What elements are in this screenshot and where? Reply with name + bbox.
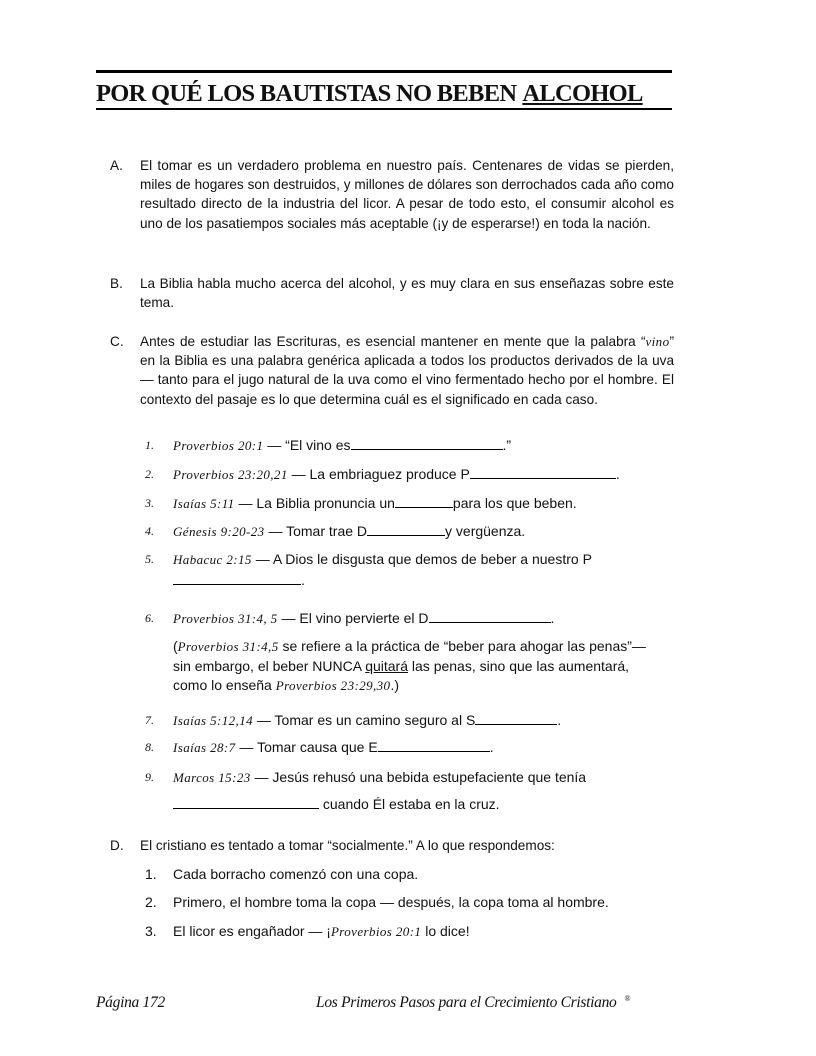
header-rule-bottom xyxy=(96,108,672,110)
section-b-text: La Biblia habla mucho acerca del alcohol, y es muy clara en sus enseñazas sobre este tema. xyxy=(140,276,674,311)
list-item xyxy=(145,864,418,884)
list-item xyxy=(145,435,675,456)
fill-in-blank[interactable] xyxy=(470,464,616,479)
section-d-letter: D. xyxy=(110,838,124,853)
section-d xyxy=(110,836,674,855)
item-text: — Jesús rehusó una bebida estupefaciente que tenía xyxy=(250,769,587,785)
header-rule-top xyxy=(96,70,672,73)
list-item xyxy=(145,493,675,514)
item-text-end: para los que beben. xyxy=(452,495,577,511)
scripture-reference: Génesis 9:20-23 xyxy=(173,524,265,539)
item-text: — Tomar causa que E xyxy=(235,739,378,755)
title-text: POR QUÉ LOS BAUTISTAS NO BEBEN xyxy=(96,80,517,107)
title-underlined-word: ALCOHOL xyxy=(522,80,643,107)
item-number: 2. xyxy=(145,467,154,481)
registered-mark: ® xyxy=(624,994,631,1003)
scripture-reference: Marcos 15:23 xyxy=(173,770,251,785)
item-text xyxy=(173,923,470,939)
scripture-reference: Proverbios 31:4, 5 xyxy=(173,611,278,626)
book-title: Los Primeros Pasos para el Crecimiento Cristiano xyxy=(316,994,617,1011)
scripture-reference: Isaías 28:7 xyxy=(173,740,236,755)
section-c-text-part1: Antes de estudiar las Escrituras, es esencial mantener en mente que la palabra “ xyxy=(140,334,646,349)
item-text-end: . xyxy=(489,739,494,755)
scripture-reference: Proverbios 23:29,30 xyxy=(275,678,391,694)
section-a-text: El tomar es un verdadero problema en nuestro país. Centenares de vidas se pierden, miles de hogares son destruidos, y millones de dólares son derrochados cada año como resultado directo de la industria del licor. A pesar de todo esto, el consumir alcohol es uno de los pasatiempos sociales más aceptable (¡y de esperarse!) en toda la nación. xyxy=(140,158,674,231)
fill-in-blank[interactable] xyxy=(429,608,551,623)
fill-in-blank[interactable] xyxy=(367,521,445,536)
note-text-part1: se refiere a la práctica de “beber para ahogar las penas”— sin embargo, el beber NUNCA xyxy=(173,638,646,674)
item-text: — El vino pervierte el D xyxy=(277,610,429,626)
note-underlined-word: quitará xyxy=(365,657,409,674)
scripture-reference: Isaías 5:11 xyxy=(173,496,235,511)
list-item xyxy=(145,892,609,912)
item-number: 3. xyxy=(145,923,157,939)
fill-in-blank[interactable] xyxy=(173,570,301,585)
page-number: Página 172 xyxy=(96,994,165,1011)
scripture-reference: Proverbios 23:20,21 xyxy=(173,467,288,482)
explanatory-note xyxy=(173,637,663,696)
item-text-end: . xyxy=(615,466,620,482)
item-text-part1: El licor es engañador — ¡ xyxy=(173,923,331,939)
fill-in-blank[interactable] xyxy=(173,794,319,809)
item-text: — A Dios le disgusta que demos de beber a nuestro P xyxy=(251,551,592,567)
section-d-text: El cristiano es tentado a tomar “socialmente.” A lo que respondemos: xyxy=(140,838,555,853)
item-text: — Tomar es un camino seguro al S xyxy=(253,712,476,728)
item-text: — “El vino es xyxy=(263,437,351,453)
item-text: Cada borracho comenzó con una copa. xyxy=(173,866,419,882)
item-text-end: y vergüenza. xyxy=(445,523,526,539)
item-text-end: . xyxy=(557,712,562,728)
item-number: 7. xyxy=(145,713,154,727)
scripture-reference: Proverbios 31:4,5 xyxy=(177,639,279,654)
list-item xyxy=(145,521,675,542)
section-c-text-part2: ” en la Biblia es una palabra genérica aplicada a todos los productos derivados de la uva — tanto para el jugo natural de la uva como el vino fermentado hecho por el hombre. El contexto del pasaje es lo que determina cuál es el significado en cada caso. xyxy=(140,334,674,407)
list-item xyxy=(145,710,675,731)
item-text-end: . xyxy=(301,572,305,588)
item-text: — Tomar trae D xyxy=(264,523,368,539)
list-item xyxy=(145,549,675,590)
scripture-reference: Habacuc 2:15 xyxy=(173,552,252,567)
item-number: 5. xyxy=(145,552,154,566)
page-title xyxy=(96,80,676,108)
scripture-reference: Isaías 5:12,14 xyxy=(173,713,253,728)
fill-in-blank[interactable] xyxy=(395,493,453,508)
item-number: 9. xyxy=(145,770,154,784)
book-title-footer xyxy=(316,994,630,1012)
fill-in-blank[interactable] xyxy=(475,710,557,725)
item-number: 1. xyxy=(145,438,154,452)
fill-in-blank[interactable] xyxy=(378,737,490,752)
item-text-part2: lo dice! xyxy=(421,923,470,939)
list-item xyxy=(145,464,675,485)
item-number: 2. xyxy=(145,894,157,910)
item-number: 4. xyxy=(145,524,154,538)
section-c-text xyxy=(140,332,674,409)
item-text-end: . xyxy=(550,610,555,626)
section-a xyxy=(110,156,674,233)
item-number: 6. xyxy=(145,611,154,625)
list-item xyxy=(145,737,675,758)
list-item xyxy=(145,767,675,814)
note-close-paren: .) xyxy=(390,677,400,694)
note-text-part2: las penas, sino que las aumentará, como lo enseña xyxy=(173,657,630,694)
item-text-end: .” xyxy=(502,437,512,453)
list-item xyxy=(145,608,675,629)
item-number: 3. xyxy=(145,496,154,510)
section-c xyxy=(110,332,674,409)
section-b-letter: B. xyxy=(110,276,123,291)
scripture-reference: Proverbios 20:1 xyxy=(173,438,264,453)
item-text: — La Biblia pronuncia un xyxy=(234,495,395,511)
item-number: 8. xyxy=(145,740,154,754)
section-b xyxy=(110,274,674,312)
item-text: — La embriaguez produce P xyxy=(287,466,470,482)
item-text: Primero, el hombre toma la copa — después, la copa toma al hombre. xyxy=(173,894,609,910)
item-number: 1. xyxy=(145,866,157,882)
section-a-letter: A. xyxy=(110,158,123,173)
list-item xyxy=(145,921,470,942)
section-c-letter: C. xyxy=(110,334,124,349)
section-c-word-vino: vino xyxy=(645,334,670,349)
fill-in-blank[interactable] xyxy=(351,435,503,450)
item-text-end: cuando Él estaba en la cruz. xyxy=(319,796,500,812)
note-open-paren: ( xyxy=(173,638,178,654)
scripture-reference: Proverbios 20:1 xyxy=(330,924,422,939)
